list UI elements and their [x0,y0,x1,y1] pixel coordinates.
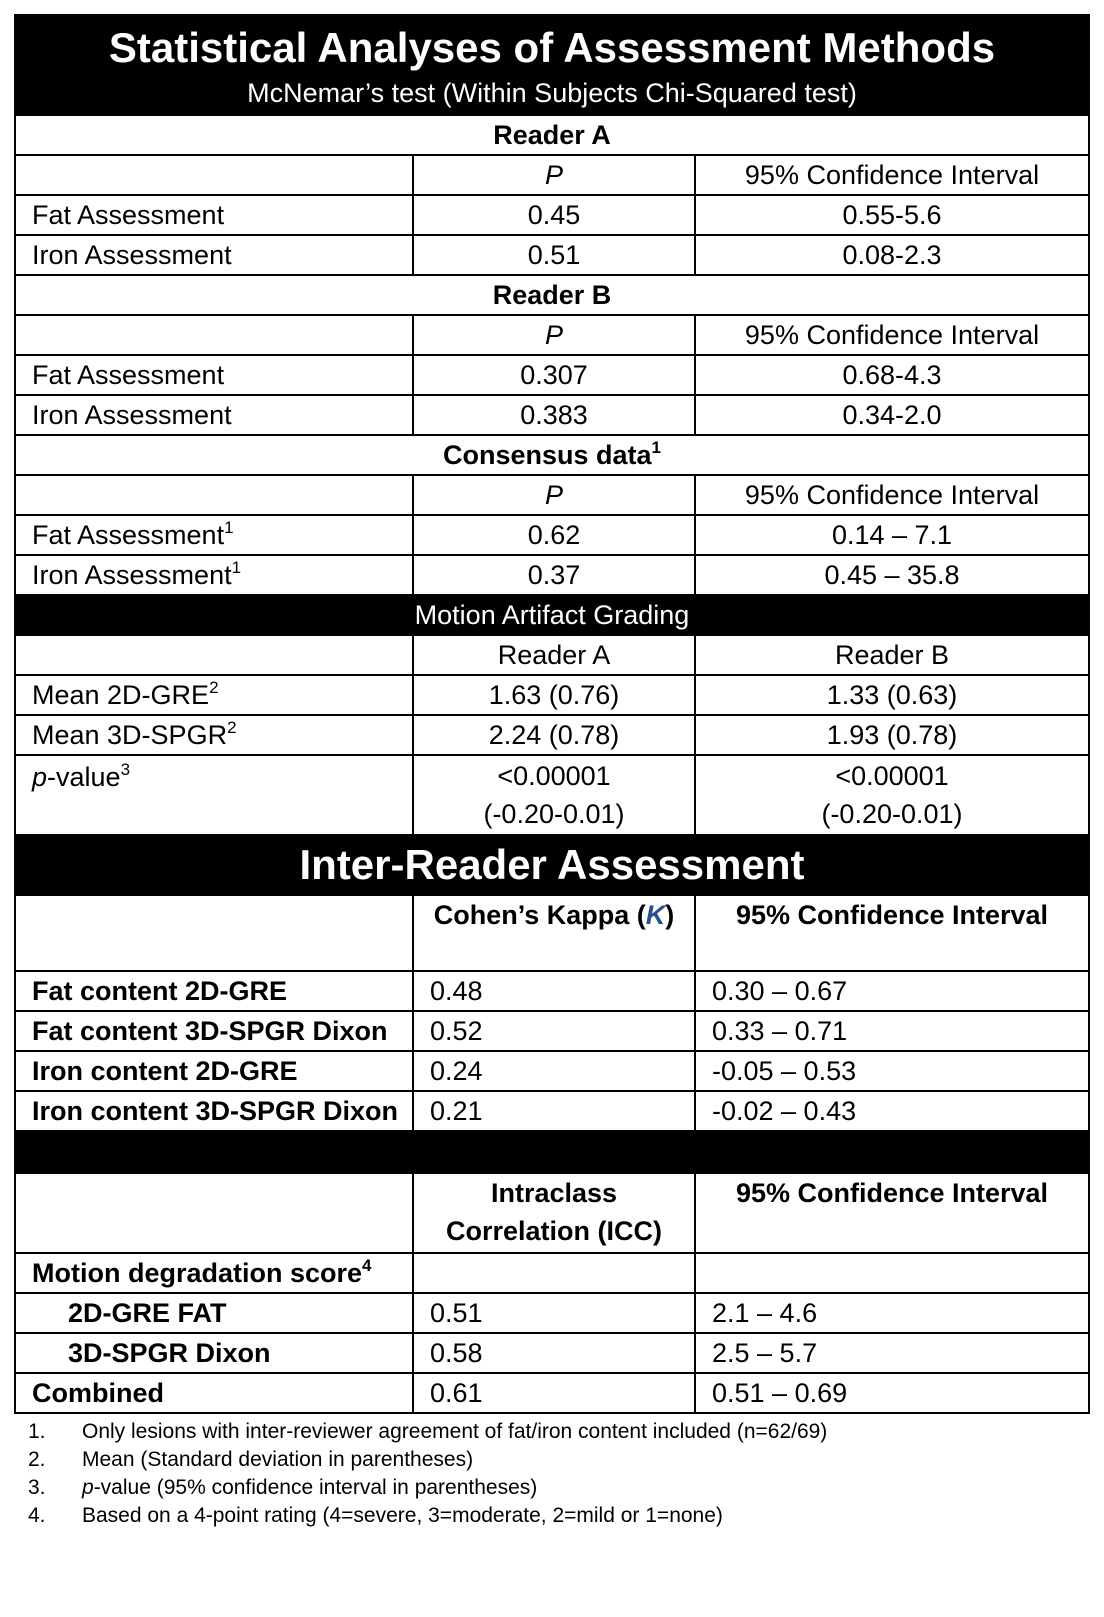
footnote-ref: 1 [231,558,242,577]
title-bar [15,15,1089,115]
ci-cell: 2.1 – 4.6 [695,1293,1089,1333]
icc-cell: 0.51 [413,1293,695,1333]
ci-cell: 2.5 – 5.7 [695,1333,1089,1373]
stats-table [14,14,1090,1414]
table-row [15,675,1089,715]
table-row [15,1011,1089,1051]
icc-group-row [15,1253,1089,1293]
row-label: Fat Assessment$^1$ [15,515,413,555]
footnote: 4. Based on a 4-point rating (4=severe, 3=moderate, 2=mild or 1=none) [28,1504,723,1527]
table-row [15,555,1089,595]
row-label: Iron Assessment [15,235,413,275]
inter-heading-row [15,835,1089,895]
col-kappa-header: Cohen’s Kappa (K) [413,895,695,971]
footnote-ref: 4 [362,1256,372,1275]
col-reader-a-header: Reader A [413,635,695,675]
kappa-cell: 0.21 [413,1091,695,1131]
empty-cell [413,1253,695,1293]
p-value-cell: 0.62 [413,515,695,555]
icc-cell: 0.58 [413,1333,695,1373]
table-row [15,1051,1089,1091]
row-label: Fat Assessment [15,195,413,235]
kappa-cell: 0.24 [413,1051,695,1091]
table-row [15,395,1089,435]
table-row [15,1333,1089,1373]
ci-cell: 0.45 – 35.8 [695,555,1089,595]
table-row [15,1091,1089,1131]
footnote: 1. Only lesions with inter-reviewer agreement of fat/iron content included (n=62/69) [28,1420,828,1443]
footnote-ref: 2 [209,678,219,697]
kappa-cell: 0.52 [413,1011,695,1051]
reader-b-heading: Reader B [15,275,1089,315]
p-value-cell: 0.37 [413,555,695,595]
col-p-header: P [413,315,695,355]
footnotes [14,1418,1088,1530]
consensus-heading-row [15,435,1089,475]
table-row [15,1293,1089,1333]
title-cell [15,15,1089,115]
reader-b-cell: <0.00001 (-0.20-0.01) [695,755,1089,835]
icc-header-row [15,1173,1089,1253]
row-label: 2D-GRE FAT [15,1293,413,1333]
empty-cell [15,895,413,971]
reader-b-heading-row [15,275,1089,315]
kappa-header-row [15,895,1089,971]
p-value-cell: 0.383 [413,395,695,435]
p-value-cell: 0.51 [413,235,695,275]
footnote-ref: 2 [227,718,237,737]
row-label: Combined [15,1373,413,1413]
empty-cell [15,315,413,355]
ci-cell: 0.55-5.6 [695,195,1089,235]
reader-a-cell: <0.00001 (-0.20-0.01) [413,755,695,835]
reader-a-header-row [15,155,1089,195]
ci-cell: 0.08-2.3 [695,235,1089,275]
col-ci-header: 95% Confidence Interval [695,155,1089,195]
row-label: Iron Assessment$^1$ [15,555,413,595]
ci-cell: 0.34-2.0 [695,395,1089,435]
page-title: Statistical Analyses of Assessment Methods [108,24,996,71]
ci-cell: 0.14 – 7.1 [695,515,1089,555]
footnote: 3. p-value (95% confidence interval in parentheses) [28,1476,538,1499]
col-ci-header: 95% Confidence Interval [695,315,1089,355]
page-subtitle: McNemar’s test (Within Subjects Chi-Squared test) [247,78,857,108]
table-row [15,515,1089,555]
consensus-header-row [15,475,1089,515]
inter-reader-heading: Inter-Reader Assessment [15,835,1089,895]
table-row [15,715,1089,755]
empty-cell [15,1173,413,1253]
consensus-heading: Consensus data$^1$ [15,435,1089,475]
spacer-row [15,1131,1089,1173]
row-label: Iron content 2D-GRE [15,1051,413,1091]
row-label: Fat Assessment [15,355,413,395]
footnote: 2. Mean (Standard deviation in parentheses) [28,1448,474,1471]
motion-header-row [15,635,1089,675]
empty-cell [695,1253,1089,1293]
reader-a-cell: 1.63 (0.76) [413,675,695,715]
black-divider [15,1131,1089,1173]
col-icc-header: Intraclass Correlation (ICC) [413,1173,695,1253]
reader-b-header-row [15,315,1089,355]
group-label: Motion degradation score$^4$ [15,1253,413,1293]
row-label: Mean 2D-GRE$^2$ [15,675,413,715]
col-reader-b-header: Reader B [695,635,1089,675]
row-label: Fat content 2D-GRE [15,971,413,1011]
ci-cell: -0.05 – 0.53 [695,1051,1089,1091]
col-p-header: P [413,155,695,195]
kappa-cell: 0.48 [413,971,695,1011]
reader-b-cell: 1.93 (0.78) [695,715,1089,755]
pvalue-row [15,755,1089,835]
empty-cell [15,155,413,195]
reader-a-cell: 2.24 (0.78) [413,715,695,755]
table-row [15,971,1089,1011]
col-ci-header: 95% Confidence Interval [695,475,1089,515]
ci-cell: 0.68-4.3 [695,355,1089,395]
footnote-ref: 3 [120,760,131,779]
footnote-ref: 1 [224,518,234,537]
row-label: Mean 3D-SPGR$^2$ [15,715,413,755]
reader-b-cell: 1.33 (0.63) [695,675,1089,715]
icc-cell: 0.61 [413,1373,695,1413]
empty-cell [15,475,413,515]
p-value-cell: 0.45 [413,195,695,235]
ci-cell: 0.51 – 0.69 [695,1373,1089,1413]
table-row [15,195,1089,235]
motion-heading-row [15,595,1089,635]
col-ci-header: 95% Confidence Interval [695,895,1089,971]
ci-cell: 0.33 – 0.71 [695,1011,1089,1051]
col-ci-header: 95% Confidence Interval [695,1173,1089,1253]
row-label: Iron Assessment [15,395,413,435]
row-label: Iron content 3D-SPGR Dixon [15,1091,413,1131]
table-row [15,235,1089,275]
ci-cell: -0.02 – 0.43 [695,1091,1089,1131]
table-row [15,1373,1089,1413]
kappa-symbol: K [645,900,666,930]
p-value-cell: 0.307 [413,355,695,395]
ci-cell: 0.30 – 0.67 [695,971,1089,1011]
table-row [15,355,1089,395]
motion-heading: Motion Artifact Grading [15,595,1089,635]
row-label: 3D-SPGR Dixon [15,1333,413,1373]
row-label: Fat content 3D-SPGR Dixon [15,1011,413,1051]
footnote-ref: 1 [651,438,662,457]
stats-document [14,14,1088,1530]
empty-cell [15,635,413,675]
reader-a-heading: Reader A [15,115,1089,155]
col-p-header: P [413,475,695,515]
reader-a-heading-row [15,115,1089,155]
row-label: p-value$^3$ [15,755,413,835]
